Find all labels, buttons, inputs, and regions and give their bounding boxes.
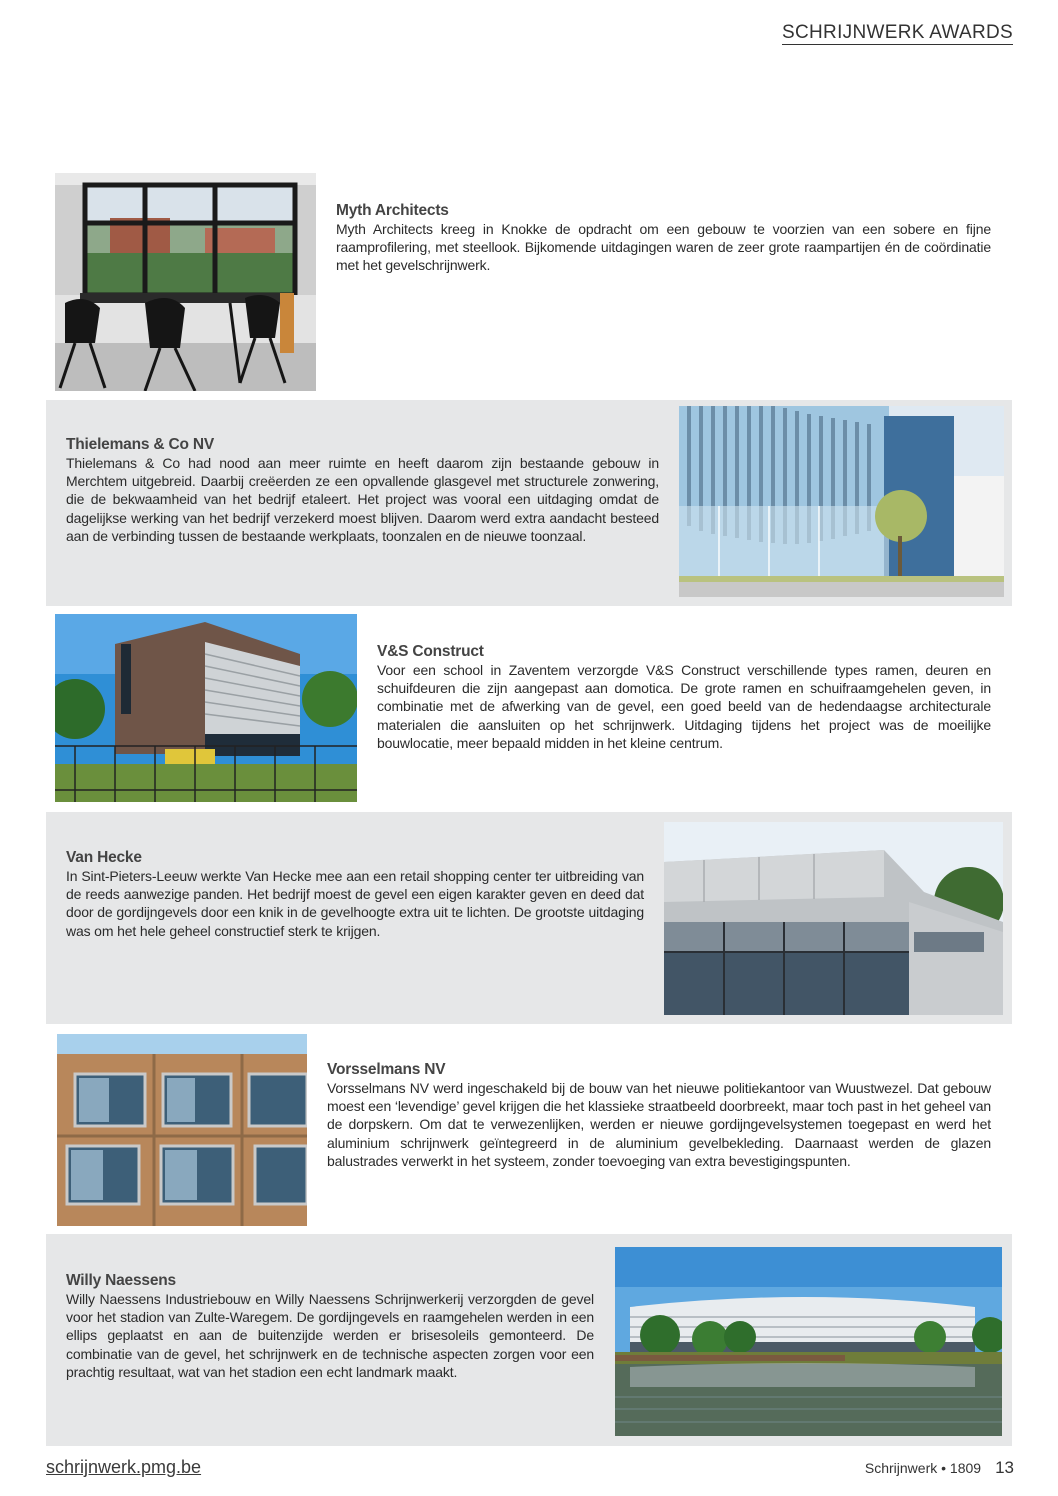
project-description: Vorsselmans NV werd ingeschakeld bij de bouw van het nieuwe politiekantoor van Wuustwezel. Dat gebouw moest een ‘levendige’ gevel krijgen die het klassieke straatbeeld doorbreekt, maar toch past in het geheel van de dorpskern. Om dat te verwezenlijken, werden er nieuwe gordijngevelsystemen toegepast en werd het aluminium schrijnwerk geïntegreerd in de aluminium gevelbekleding. Daarnaast werden de glazen balustrades verwerkt in het systeem, zonder toevoeging van extra bevestigingspunten. <box>327 1080 991 1169</box>
photo-myth-architects <box>55 173 316 391</box>
project-description: In Sint-Pieters-Leeuw werkte Van Hecke mee aan een retail shopping center ter uitbreiding van de reeds aanwezige panden. Het bedrijf moest de gevel een eigen karakter geven en deed dat door de gordijngevels door een knik in de gevelhoogte extra uit te lichten. De grootste uitdaging was om het hele geheel constructief sterk te krijgen. <box>66 868 644 939</box>
footer-website-link[interactable]: schrijnwerk.pmg.be <box>46 1457 202 1477</box>
photo-vorsselmans <box>57 1034 307 1226</box>
project-title: V&S Construct <box>377 643 484 660</box>
project-description: Thielemans & Co had nood aan meer ruimte en heeft daarom zijn bestaande gebouw in Merchtem uitgebreid. Daarbij creëerden ze een opvallende glasgevel met structurele zonwering, die de bekwaamheid van het bedrijf etaleert. Het project was vooral een uitdaging omdat de dagelijkse werking van het bedrijf verzekerd moest blijven. Daarom werd extra aandacht besteed aan de verbinding tussen de bestaande werkplaats, toonzalen en de nieuwe toonzaal. <box>66 455 659 544</box>
project-title: Willy Naessens <box>66 1272 176 1289</box>
project-title: Thielemans & Co NV <box>66 436 214 453</box>
project-van-hecke <box>66 848 644 940</box>
project-title: Myth Architects <box>336 202 449 219</box>
page-header-title: SCHRIJNWERK AWARDS <box>782 22 1013 43</box>
photo-vs-construct <box>55 614 357 802</box>
project-vs-construct <box>377 642 991 752</box>
project-vorsselmans <box>327 1060 991 1170</box>
project-title: Vorsselmans NV <box>327 1061 446 1078</box>
project-description: Myth Architects kreeg in Knokke de opdracht om een gebouw te voorzien van een sobere en fijne raamprofilering, met steellook. Bijkomende uitdagingen waren de zeer grote raampartijen én de coördinatie met het gevelschrijnwerk. <box>336 221 991 274</box>
project-myth-architects <box>336 201 991 275</box>
photo-thielemans <box>679 406 1004 597</box>
project-description: Willy Naessens Industriebouw en Willy Naessens Schrijnwerkerij verzorgden de gevel voor het stadion van Zulte-Waregem. De gordijngevels en raamgehelen werden in een ellips geplaatst en aan de buitenzijde werden er brisesoleils gemonteerd. De combinatie van de gevel, het schrijnwerk en de technische aspecten zorgen voor een prachtig resultaat, wat van het stadion een echt landmark maakt. <box>66 1291 594 1380</box>
footer-magazine-issue: Schrijnwerk • 1809 <box>864 1460 982 1476</box>
footer-page-number: 13 <box>995 1458 1014 1477</box>
project-title: Van Hecke <box>66 849 142 866</box>
photo-van-hecke <box>664 822 1003 1015</box>
project-thielemans <box>66 435 659 545</box>
footer-page-info <box>865 1458 1014 1478</box>
project-willy-naessens <box>66 1271 594 1381</box>
photo-willy-naessens <box>615 1247 1002 1436</box>
project-description: Voor een school in Zaventem verzorgde V&S Construct verschillende types ramen, deuren en schuifdeuren die zijn aangepast aan domotica. De grote ramen en schuifraamgehelen geven, in combinatie met de afwerking van de gevel, een goed beeld van de hedendaagse architecturale materialen die aansluiten op het schrijnwerk. Uitdaging tijdens het project was de moeilijke bouwlocatie, meer bepaald midden in het kleine centrum. <box>377 662 991 751</box>
